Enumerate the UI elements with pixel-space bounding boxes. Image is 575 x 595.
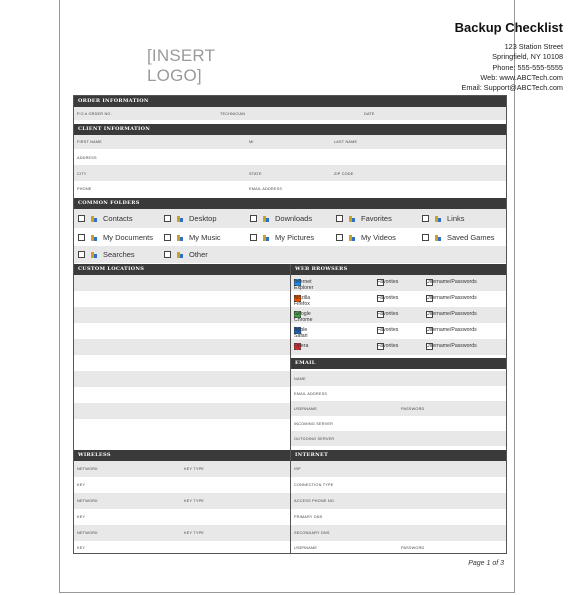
folder-label: My Pictures (275, 233, 315, 242)
checkbox[interactable] (164, 234, 171, 241)
browser-row-opera[interactable] (291, 339, 507, 355)
column-divider (290, 264, 291, 554)
browser-label: Internet Explorer (294, 279, 314, 291)
keytype-label: KEY TYPE (184, 531, 205, 535)
browser-label: Mozilla Firefox (294, 295, 311, 307)
custom-line[interactable] (74, 323, 290, 339)
custom-line[interactable] (74, 355, 290, 371)
client-address-row[interactable] (74, 149, 506, 165)
folder-icon (91, 215, 97, 222)
browser-row-ie[interactable] (291, 275, 507, 291)
folder-label: My Videos (361, 233, 396, 242)
network-label: NETWORK (77, 531, 98, 535)
connection-type-label: CONNECTION TYPE (294, 483, 334, 487)
email-heading: EMAIL (291, 358, 507, 369)
key-label: KEY (77, 483, 86, 487)
order-row[interactable] (74, 107, 506, 120)
address-phone: Phone: 555-555-5555 (492, 62, 563, 72)
folders-row-3 (74, 246, 506, 263)
company-address (462, 42, 564, 93)
folder-label: Links (447, 214, 465, 223)
folder-label: Other (189, 250, 208, 259)
folder-icon (435, 215, 441, 222)
wireless-key-row[interactable] (74, 541, 290, 554)
address-label: ADDRESS (77, 156, 97, 160)
email-password-label: PASSWORD (401, 407, 425, 411)
email-name-row[interactable] (291, 371, 507, 386)
logo-placeholder: [INSERT LOGO] (147, 46, 215, 85)
internet-credentials-row[interactable] (291, 541, 507, 554)
folder-my-videos[interactable] (336, 233, 396, 242)
folder-icon (91, 251, 97, 258)
checklist-form (73, 95, 507, 554)
custom-line[interactable] (74, 419, 290, 435)
isp-label: ISP (294, 467, 301, 471)
userpass-label: Username/Passwords (426, 343, 477, 349)
folder-icon (435, 234, 441, 241)
state-label: STATE (249, 172, 262, 176)
folder-downloads[interactable] (250, 214, 312, 223)
wireless-heading: WIRELESS (74, 450, 290, 461)
checkbox[interactable] (78, 234, 85, 241)
wireless-network-row[interactable] (74, 461, 290, 477)
address-street: 123 Station Street (504, 42, 563, 51)
folder-my-pictures[interactable] (250, 233, 314, 242)
userpass-label: Username/Passwords (426, 327, 477, 333)
email-credentials-row[interactable] (291, 401, 507, 416)
phone-label: PHONE (77, 187, 92, 191)
date-label: DATE (364, 112, 375, 116)
checkbox[interactable] (250, 234, 257, 241)
last-name-label: LAST NAME (334, 140, 358, 144)
browsers-heading: WEB BROWSERS (291, 264, 507, 275)
city-label: CITY (77, 172, 87, 176)
userpass-label: Username/Passwords (426, 311, 477, 317)
browser-row-safari[interactable] (291, 323, 507, 339)
checkbox[interactable] (78, 215, 85, 222)
custom-line[interactable] (74, 339, 290, 355)
favorites-label: Favorites (377, 295, 399, 301)
client-name-row[interactable] (74, 135, 506, 149)
keytype-label: KEY TYPE (184, 467, 205, 471)
checkbox[interactable] (422, 215, 429, 222)
wireless-network-row[interactable] (74, 493, 290, 509)
internet-password-label: PASSWORD (401, 546, 425, 550)
custom-line[interactable] (74, 307, 290, 323)
primary-dns-row[interactable] (291, 509, 507, 525)
email-outgoing-row[interactable] (291, 431, 507, 446)
address-web: Web: www.ABCTech.com (480, 72, 563, 82)
key-label: KEY (77, 546, 86, 550)
userpass-label: Username/Passwords (426, 279, 477, 285)
access-phone-label: ACCESS PHONE NO. (294, 499, 336, 503)
email-label: EMAIL ADDRESS (249, 187, 283, 191)
folder-label: Saved Games (447, 233, 495, 242)
checkbox[interactable] (336, 234, 343, 241)
browser-label: Apple Safari (294, 327, 308, 339)
checkbox[interactable] (164, 251, 171, 258)
mi-label: MI (249, 140, 254, 144)
access-phone-row[interactable] (291, 493, 507, 509)
connection-row[interactable] (291, 477, 507, 493)
address-city: Springfield, NY 10108 (492, 52, 563, 62)
outgoing-server-label: OUTGOING SERVER (294, 437, 335, 441)
folder-saved-games[interactable] (422, 233, 495, 242)
email-username-label: USERNAME (294, 407, 318, 411)
folder-contacts[interactable] (78, 214, 133, 223)
secondary-dns-label: SECONDARY DNS (294, 531, 330, 535)
custom-heading: CUSTOM LOCATIONS (74, 264, 290, 275)
favorites-label: Favorites (377, 343, 399, 349)
checkbox[interactable] (250, 215, 257, 222)
incoming-server-label: INCOMING SERVER (294, 422, 334, 426)
checkbox[interactable] (78, 251, 85, 258)
page-title: Backup Checklist (454, 20, 563, 35)
folder-icon (177, 234, 183, 241)
email-incoming-row[interactable] (291, 416, 507, 431)
checkbox[interactable] (164, 215, 171, 222)
folder-icon (349, 234, 355, 241)
folder-icon (349, 215, 355, 222)
folder-other[interactable] (164, 250, 208, 259)
folder-links[interactable] (422, 214, 465, 223)
folder-my-music[interactable] (164, 233, 221, 242)
email-name-label: NAME (294, 377, 306, 381)
folder-icon (177, 215, 183, 222)
favorites-label: Favorites (377, 311, 399, 317)
folder-icon (91, 234, 97, 241)
folder-searches[interactable] (78, 250, 135, 259)
isp-row[interactable] (291, 461, 507, 477)
key-label: KEY (77, 515, 86, 519)
folder-my-documents[interactable] (78, 233, 153, 242)
browser-row-firefox[interactable] (291, 291, 507, 307)
address-email: Email: Support@ABCTech.com (461, 83, 563, 93)
folder-label: My Documents (103, 233, 154, 242)
folder-label: My Music (189, 233, 221, 242)
email-address-label: EMAIL ADDRESS (294, 392, 328, 396)
primary-dns-label: PRIMARY DNS (294, 515, 323, 519)
technician-label: TECHNICIAN (220, 112, 246, 116)
folder-desktop[interactable] (164, 214, 217, 223)
favorites-label: Favorites (377, 279, 399, 285)
order-heading: ORDER INFORMATION (74, 96, 507, 107)
custom-line[interactable] (74, 403, 290, 419)
checkbox[interactable] (336, 215, 343, 222)
client-phone-row[interactable] (74, 181, 506, 196)
page-number: Page 1 of 3 (468, 560, 504, 567)
network-label: NETWORK (77, 467, 98, 471)
folders-heading: COMMON FOLDERS (74, 198, 507, 209)
browser-label: Google Chrome (294, 311, 313, 323)
custom-line[interactable] (74, 275, 290, 291)
folder-label: Desktop (189, 214, 217, 223)
folder-label: Downloads (275, 214, 313, 223)
internet-username-label: USERNAME (294, 546, 318, 550)
custom-line[interactable] (74, 387, 290, 403)
wireless-key-row[interactable] (74, 477, 290, 493)
checkbox[interactable] (422, 234, 429, 241)
folder-icon (263, 215, 269, 222)
wireless-network-row[interactable] (74, 525, 290, 541)
custom-line[interactable] (74, 371, 290, 387)
folder-label: Searches (103, 250, 135, 259)
network-label: NETWORK (77, 499, 98, 503)
folder-label: Favorites (361, 214, 392, 223)
favorites-label: Favorites (377, 327, 399, 333)
client-city-row[interactable] (74, 165, 506, 181)
first-name-label: FIRST NAME (77, 140, 102, 144)
wireless-key-row[interactable] (74, 509, 290, 525)
keytype-label: KEY TYPE (184, 499, 205, 503)
email-address-row[interactable] (291, 386, 507, 401)
zip-label: ZIP CODE (334, 172, 354, 176)
internet-heading: INTERNET (291, 450, 507, 461)
folder-icon (177, 251, 183, 258)
browser-label: Opera (294, 343, 309, 349)
browser-row-chrome[interactable] (291, 307, 507, 323)
folder-favorites[interactable] (336, 214, 392, 223)
custom-line[interactable] (74, 291, 290, 307)
po-label: P.O.# ORDER NO. (77, 112, 112, 116)
folder-icon (263, 234, 269, 241)
secondary-dns-row[interactable] (291, 525, 507, 541)
userpass-label: Username/Passwords (426, 295, 477, 301)
client-heading: CLIENT INFORMATION (74, 124, 507, 135)
folder-label: Contacts (103, 214, 133, 223)
